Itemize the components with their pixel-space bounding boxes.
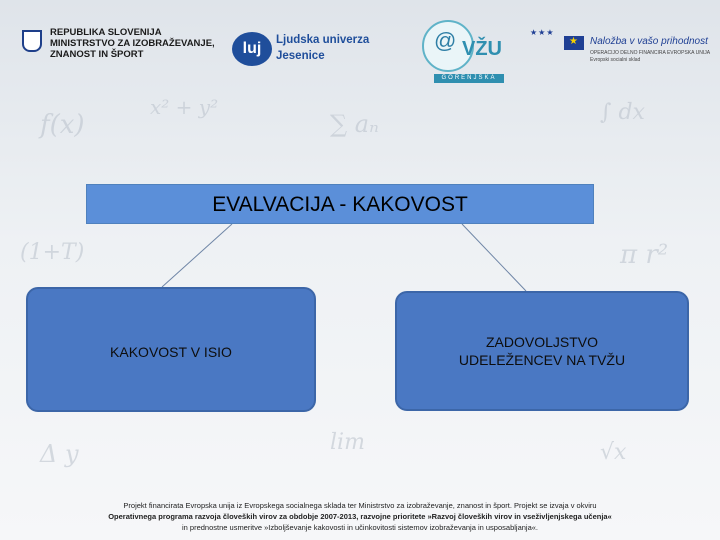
child-node-label-1: KAKOVOST V ISIO <box>110 344 232 360</box>
footer-line-1: Projekt financirata Evropska unija iz Evropskega socialnega sklada ter Ministrstvo za izobraževanje, znanost in šport. Projekt se izvaja v okviru <box>123 501 597 510</box>
luj-line-2: Jesenice <box>276 50 325 62</box>
eu-sub-1: OPERACIJO DELNO FINANCIRA EVROPSKA UNIJA <box>590 50 711 56</box>
diagram-root-node <box>86 184 594 224</box>
diagram-child-node-satisfaction <box>395 291 689 411</box>
luj-mark: luj <box>232 32 272 66</box>
ministry-line-3: ZNANOST IN ŠPORT <box>50 49 144 60</box>
eu-stars-icon: ★★★ <box>530 28 555 37</box>
tvz-region: GORENJSKA <box>434 74 504 83</box>
footer-line-2: Operativnega programa razvoja človeških virov za obdobje 2007-2013, razvojne prioritete »Razvoj človeških virov in vseživljenjskega učenja« <box>108 512 612 521</box>
ministry-line-1: REPUBLIKA SLOVENIJA <box>50 27 162 38</box>
root-node-label: EVALVACIJA - KAKOVOST <box>212 193 468 216</box>
at-icon: @ <box>434 28 457 53</box>
child-node-label-2: ZADOVOLJSTVO UDELEŽENCEV NA TVŽU <box>458 334 626 368</box>
diagram-child-node-quality <box>26 287 316 412</box>
tvz-name: VŽU <box>462 38 502 60</box>
ministry-line-2: MINISTRSTVO ZA IZOBRAŽEVANJE, <box>50 38 215 49</box>
luj-line-1: Ljudska univerza <box>276 34 370 46</box>
eu-slogan: Naložba v vašo prihodnost <box>590 36 708 47</box>
connector-left <box>162 224 232 287</box>
eu-sub-2: Evropski socialni sklad <box>590 57 641 63</box>
connector-right <box>462 224 526 291</box>
footer-line-3: in prednostne usmeritve »Izboljševanje kakovosti in učinkovitosti sistemov izobraževanja in usposabljanja«. <box>181 523 539 532</box>
